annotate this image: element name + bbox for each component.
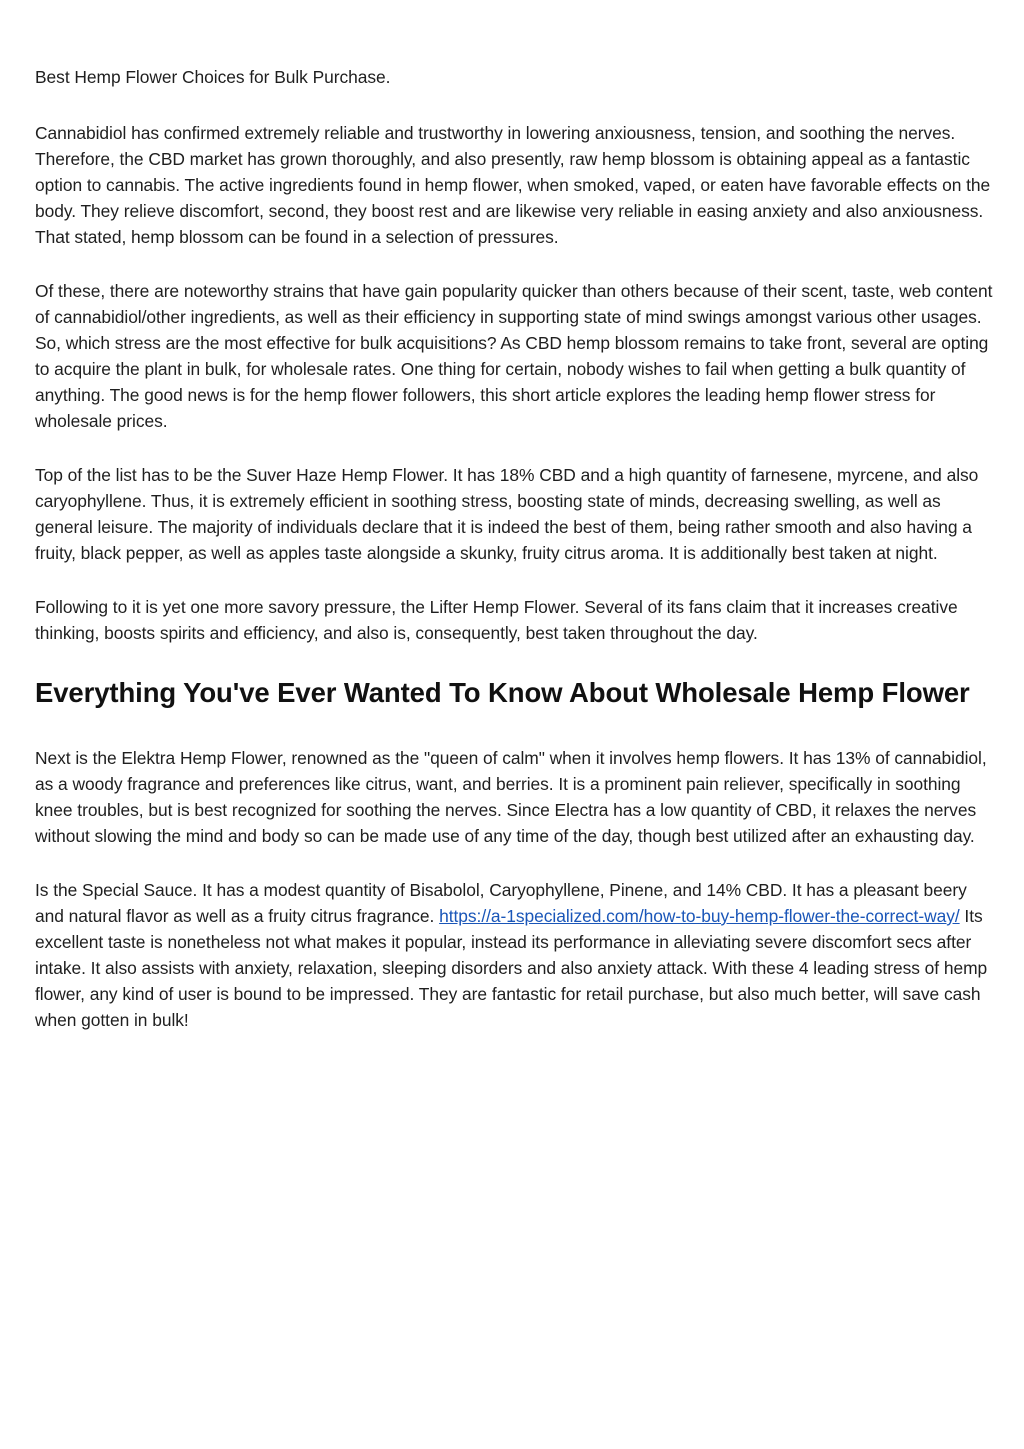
paragraph-special-sauce xyxy=(35,877,993,1033)
paragraph-cannabidiol-intro: Cannabidiol has confirmed extremely reliable and trustworthy in lowering anxiousness, tension, and soothing the nerves. Therefore, the CBD market has grown thoroughly, and also presently, raw hemp blossom is obtaining appeal as a fantastic option to cannabis. The active ingredients found in hemp flower, when smoked, vaped, or eaten have favorable effects on the body. They relieve discomfort, second, they boost rest and are likewise very reliable in easing anxiety and also anxiousness. That stated, hemp blossom can be found in a selection of pressures. xyxy=(35,123,991,247)
paragraph-special-sauce-text-end: Its excellent taste is nonetheless not what makes it popular, instead its performance in alleviating severe discomfort secs after intake. It also assists with anxiety, relaxation, sleeping disorders and also anxiety attack. With these 4 leading stress of hemp flower, any kind of user is bound to be impressed. They are fantastic for retail purchase, but also much better, will save cash when gotten in bulk! xyxy=(35,906,988,1030)
paragraph-lifter: Following to it is yet one more savory pressure, the Lifter Hemp Flower. Several of its fans claim that it increases creative thinking, boosts spirits and efficiency, and also is, consequently, best taken throughout the day. xyxy=(35,597,958,643)
section-heading: Everything You've Ever Wanted To Know About Wholesale Hemp Flower xyxy=(35,677,970,708)
paragraph-elektra: Next is the Elektra Hemp Flower, renowned as the "queen of calm" when it involves hemp flowers. It has 13% of cannabidiol, as a woody fragrance and preferences like citrus, want, and berries. It is a prominent pain reliever, specifically in soothing knee troubles, but is best recognized for soothing the nerves. Since Electra has a low quantity of CBD, it relaxes the nerves without slowing the mind and body so can be made use of any time of the day, though best utilized after an exhausting day. xyxy=(35,748,987,846)
paragraph-suver-haze: Top of the list has to be the Suver Haze Hemp Flower. It has 18% CBD and a high quantity of farnesene, myrcene, and also caryophyllene. Thus, it is extremely efficient in soothing stress, boosting state of minds, decreasing swelling, as well as general leisure. The majority of individuals declare that it is indeed the best of them, being rather smooth and also having a fruity, black pepper, as well as apples taste alongside a skunky, fruity citrus aroma. It is additionally best taken at night. xyxy=(35,465,979,563)
paragraph-noteworthy-strains: Of these, there are noteworthy strains that have gain popularity quicker than others because of their scent, taste, web content of cannabidiol/other ingredients, as well as their efficiency in supporting state of mind swings amongst various other usages. So, which stress are the most effective for bulk acquisitions? As CBD hemp blossom remains to take front, several are opting to acquire the plant in bulk, for wholesale rates. One thing for certain, nobody wishes to fail when getting a bulk quantity of anything. The good news is for the hemp flower followers, this short article explores the leading hemp flower stress for wholesale prices. xyxy=(35,281,993,431)
paragraph-special-sauce-text-start: Is the Special Sauce. It has a modest quantity of Bisabolol, Caryophyllene, Pinene, and 14% CBD. It has a pleasant beery and natural flavor as well as a fruity citrus fragrance. xyxy=(35,880,967,926)
intro-title: Best Hemp Flower Choices for Bulk Purchase. xyxy=(35,67,391,87)
document-page xyxy=(35,64,993,1061)
article-link[interactable]: https://a-1specialized.com/how-to-buy-hemp-flower-the-correct-way/ xyxy=(439,906,960,926)
